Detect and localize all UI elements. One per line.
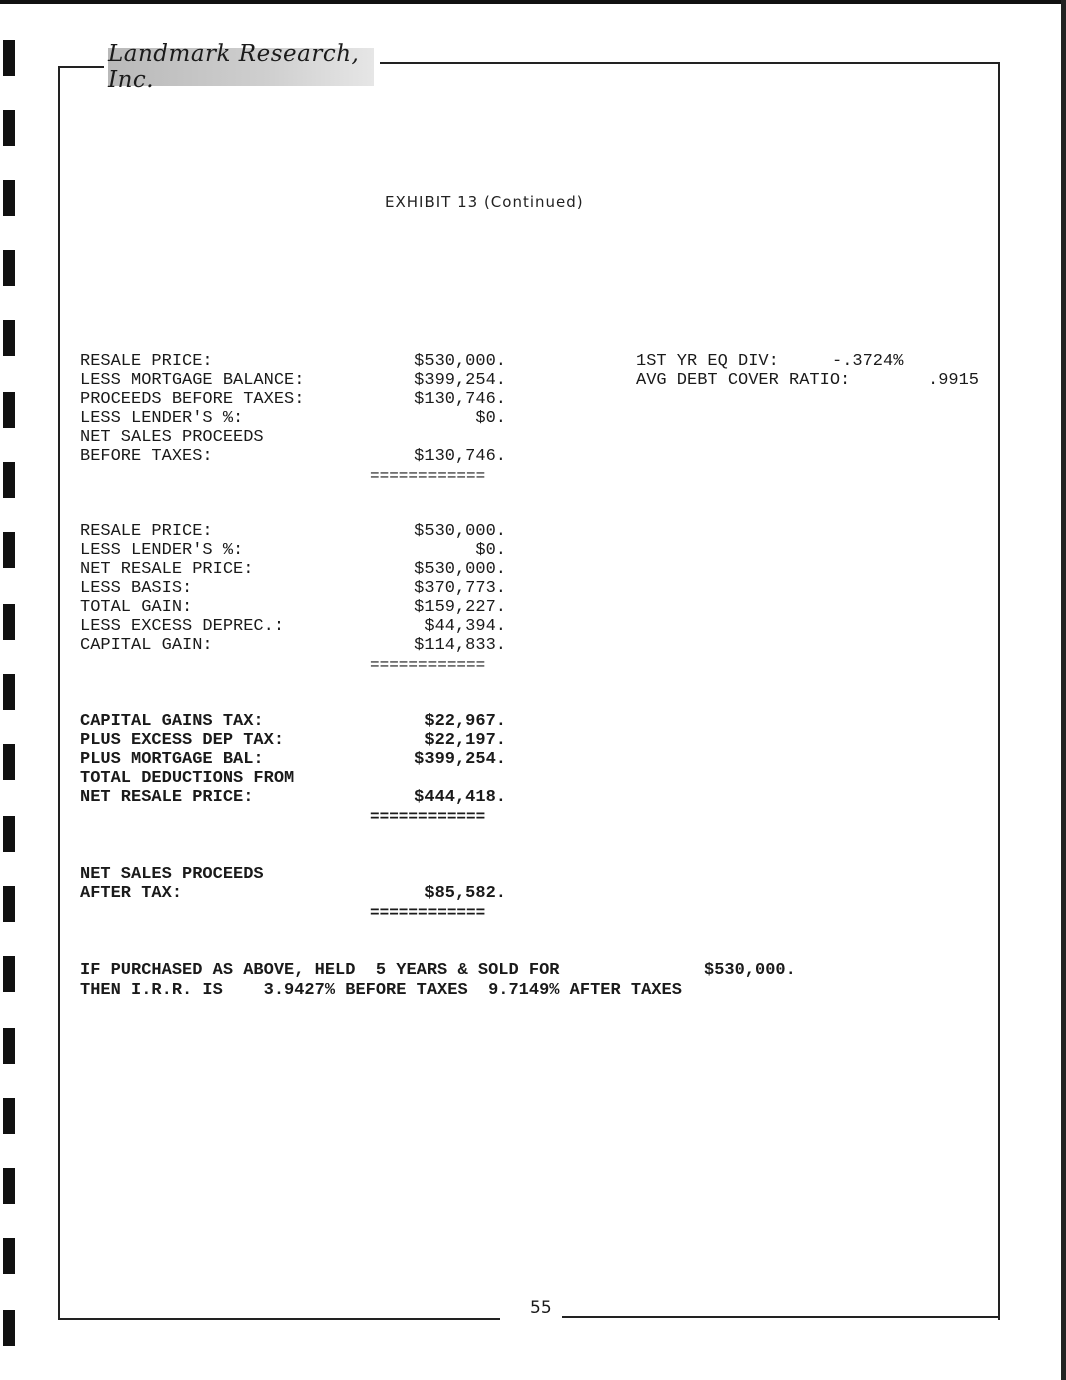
s1-value: $130,746. bbox=[414, 447, 506, 466]
binder-hole bbox=[3, 816, 15, 852]
binder-hole bbox=[3, 180, 15, 216]
s1-label: BEFORE TAXES: bbox=[80, 447, 213, 466]
binder-hole bbox=[3, 462, 15, 498]
s1-label: PROCEEDS BEFORE TAXES: bbox=[80, 390, 305, 409]
eq-div-value: -.3724% bbox=[832, 352, 904, 371]
eq-div-label: 1ST YR EQ DIV: bbox=[636, 352, 779, 371]
s2-value: $530,000. bbox=[414, 560, 506, 579]
frame-border bbox=[998, 62, 1000, 1320]
s1-value: $130,746. bbox=[414, 390, 506, 409]
s1-label: NET SALES PROCEEDS bbox=[80, 428, 264, 447]
scan-right-edge bbox=[1061, 0, 1066, 1380]
exhibit-title: EXHIBIT 13 (Continued) bbox=[385, 193, 584, 211]
summary-line-1: IF PURCHASED AS ABOVE, HELD 5 YEARS & SOLD FOR bbox=[80, 961, 560, 980]
summary-line-2: THEN I.R.R. IS 3.9427% BEFORE TAXES 9.7149% AFTER TAXES bbox=[80, 981, 682, 1000]
double-rule: ============ bbox=[370, 808, 486, 826]
s1-label: LESS LENDER'S %: bbox=[80, 409, 244, 428]
binder-hole bbox=[3, 392, 15, 428]
binder-hole bbox=[3, 1028, 15, 1064]
s2-label: RESALE PRICE: bbox=[80, 522, 213, 541]
binder-hole bbox=[3, 744, 15, 780]
s2-label: CAPITAL GAIN: bbox=[80, 636, 213, 655]
s4-value: $85,582. bbox=[424, 884, 506, 903]
scan-top-edge bbox=[0, 0, 1066, 4]
s3-label: CAPITAL GAINS TAX: bbox=[80, 712, 264, 731]
s2-label: LESS EXCESS DEPREC.: bbox=[80, 617, 285, 636]
frame-border bbox=[58, 1318, 500, 1320]
double-rule: ============ bbox=[370, 467, 486, 485]
s2-value: $530,000. bbox=[414, 522, 506, 541]
debt-cover-value: .9915 bbox=[928, 371, 980, 390]
binder-hole bbox=[3, 1168, 15, 1204]
double-rule: ============ bbox=[370, 656, 486, 674]
frame-border bbox=[58, 66, 104, 68]
s3-label: TOTAL DEDUCTIONS FROM bbox=[80, 769, 295, 788]
binder-hole bbox=[3, 1098, 15, 1134]
s1-value: $0. bbox=[475, 409, 506, 428]
s3-value: $22,197. bbox=[424, 731, 506, 750]
frame-border bbox=[380, 62, 1000, 64]
s4-label: NET SALES PROCEEDS bbox=[80, 865, 264, 884]
binder-hole bbox=[3, 886, 15, 922]
s3-label: PLUS EXCESS DEP TAX: bbox=[80, 731, 285, 750]
s3-value: $444,418. bbox=[414, 788, 506, 807]
summary-sale-value: $530,000. bbox=[704, 961, 796, 980]
binder-hole bbox=[3, 110, 15, 146]
frame-border bbox=[562, 1316, 1000, 1318]
debt-cover-label: AVG DEBT COVER RATIO: bbox=[636, 371, 851, 390]
s2-value: $159,227. bbox=[414, 598, 506, 617]
s2-value: $44,394. bbox=[424, 617, 506, 636]
s2-label: NET RESALE PRICE: bbox=[80, 560, 254, 579]
binder-holes bbox=[0, 0, 20, 1380]
binder-hole bbox=[3, 320, 15, 356]
s3-label: PLUS MORTGAGE BAL: bbox=[80, 750, 264, 769]
s2-value: $114,833. bbox=[414, 636, 506, 655]
logo-text: Landmark Research, Inc. bbox=[108, 41, 360, 93]
s4-label: AFTER TAX: bbox=[80, 884, 183, 903]
s1-value: $530,000. bbox=[414, 352, 506, 371]
company-logo bbox=[108, 41, 374, 93]
s2-label: LESS BASIS: bbox=[80, 579, 193, 598]
binder-hole bbox=[3, 40, 15, 76]
binder-hole bbox=[3, 604, 15, 640]
s3-value: $399,254. bbox=[414, 750, 506, 769]
s2-label: TOTAL GAIN: bbox=[80, 598, 193, 617]
binder-hole bbox=[3, 532, 15, 568]
binder-hole bbox=[3, 674, 15, 710]
frame-border bbox=[58, 66, 60, 1320]
s1-label: LESS MORTGAGE BALANCE: bbox=[80, 371, 305, 390]
s3-value: $22,967. bbox=[424, 712, 506, 731]
s1-value: $399,254. bbox=[414, 371, 506, 390]
binder-hole bbox=[3, 250, 15, 286]
s1-label: RESALE PRICE: bbox=[80, 352, 213, 371]
double-rule: ============ bbox=[370, 904, 486, 922]
binder-hole bbox=[3, 956, 15, 992]
binder-hole bbox=[3, 1238, 15, 1274]
s2-label: LESS LENDER'S %: bbox=[80, 541, 244, 560]
s2-value: $0. bbox=[475, 541, 506, 560]
page-number: 55 bbox=[530, 1298, 552, 1318]
binder-hole bbox=[3, 1310, 15, 1346]
s3-label: NET RESALE PRICE: bbox=[80, 788, 254, 807]
s2-value: $370,773. bbox=[414, 579, 506, 598]
